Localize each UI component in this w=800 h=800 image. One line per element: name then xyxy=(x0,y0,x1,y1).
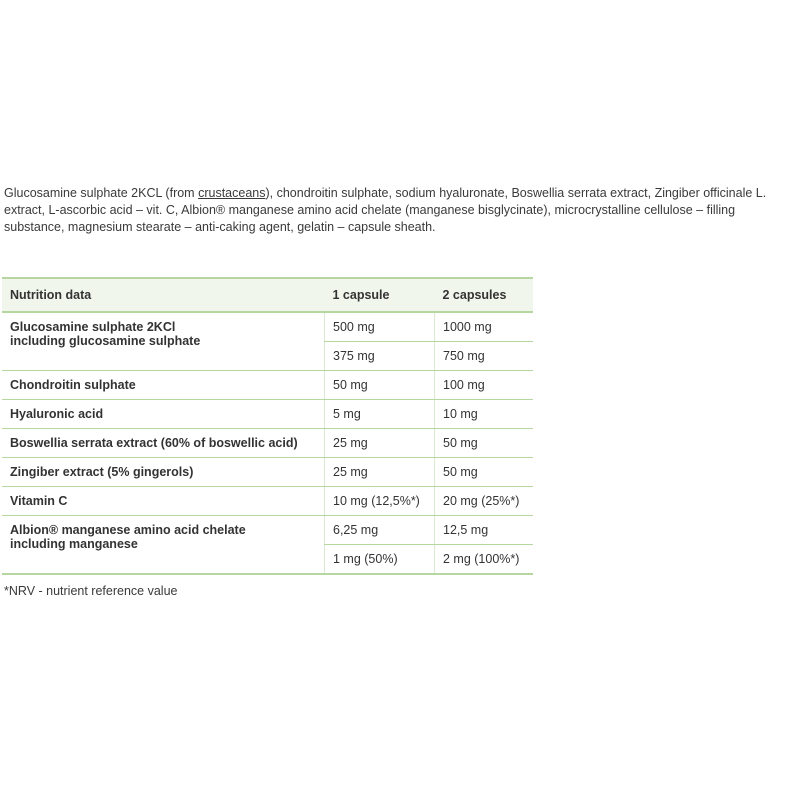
table-row xyxy=(2,400,533,429)
row-name xyxy=(2,312,325,371)
cell-2-capsules: 12,5 mg xyxy=(435,516,534,545)
row-name: Vitamin C xyxy=(2,487,325,516)
ingredients-after: ), chondroitin sulphate, sodium hyaluronate, Boswellia serrata extract, Zingiber officinale L. extract, L-ascorbic acid – vit. C, Albion® manganese amino acid chelate (manganese bisglycinate), microcrystalline cellulose – filling substance, magnesium stearate – anti-caking agent, gelatin – capsule sheath. xyxy=(4,186,767,234)
row-name-line: Glucosamine sulphate 2KCl xyxy=(10,320,176,334)
cell-2-capsules: 50 mg xyxy=(435,458,534,487)
cell-2-capsules: 100 mg xyxy=(435,371,534,400)
header-2-capsules: 2 capsules xyxy=(435,278,534,312)
cell-2-capsules: 1000 mg xyxy=(435,312,534,342)
row-name-line: Albion® manganese amino acid chelate xyxy=(10,523,246,537)
table-row xyxy=(2,516,533,545)
cell-1-capsule: 500 mg xyxy=(325,312,435,342)
row-name-line: including glucosamine sulphate xyxy=(10,334,201,348)
table-row xyxy=(2,312,533,342)
cell-2-capsules: 20 mg (25%*) xyxy=(435,487,534,516)
footnote: *NRV - nutrient reference value xyxy=(4,584,178,598)
row-name: Hyaluronic acid xyxy=(2,400,325,429)
row-name: Zingiber extract (5% gingerols) xyxy=(2,458,325,487)
row-name-line: including manganese xyxy=(10,537,138,551)
table-header-row xyxy=(2,278,533,312)
row-name xyxy=(2,516,325,575)
ingredients-before: Glucosamine sulphate 2KCL (from xyxy=(4,186,199,200)
row-name: Boswellia serrata extract (60% of boswellic acid) xyxy=(2,429,325,458)
ingredients-text xyxy=(4,185,794,236)
cell-1-capsule: 6,25 mg xyxy=(325,516,435,545)
nutrition-table xyxy=(2,277,533,575)
cell-1-capsule: 10 mg (12,5%*) xyxy=(325,487,435,516)
row-name: Chondroitin sulphate xyxy=(2,371,325,400)
ingredients-allergen: crustaceans xyxy=(198,186,266,200)
table-row xyxy=(2,487,533,516)
cell-2-capsules: 750 mg xyxy=(435,342,534,371)
table-row xyxy=(2,371,533,400)
cell-2-capsules: 50 mg xyxy=(435,429,534,458)
header-1-capsule: 1 capsule xyxy=(325,278,435,312)
cell-1-capsule: 5 mg xyxy=(325,400,435,429)
cell-1-capsule: 25 mg xyxy=(325,429,435,458)
table-row xyxy=(2,458,533,487)
cell-2-capsules: 10 mg xyxy=(435,400,534,429)
cell-1-capsule: 375 mg xyxy=(325,342,435,371)
header-nutrition-data: Nutrition data xyxy=(2,278,325,312)
table-row xyxy=(2,429,533,458)
cell-1-capsule: 25 mg xyxy=(325,458,435,487)
cell-1-capsule: 50 mg xyxy=(325,371,435,400)
cell-1-capsule: 1 mg (50%) xyxy=(325,545,435,575)
cell-2-capsules: 2 mg (100%*) xyxy=(435,545,534,575)
